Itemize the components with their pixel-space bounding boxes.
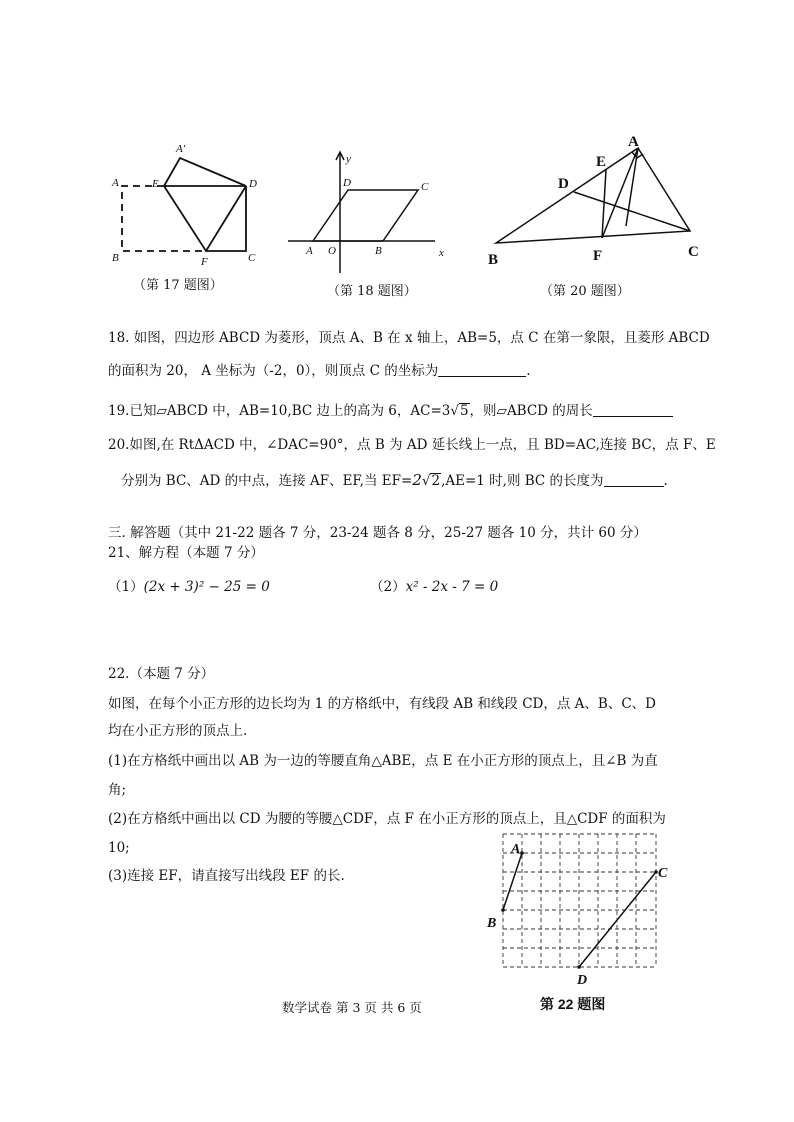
q20-radicand: 2 [431, 473, 441, 489]
fig18-label-o: O [328, 245, 336, 257]
q22-line7: (3)连接 EF，请直接写出线段 EF 的长. [108, 868, 345, 884]
fig18-label-c: C [421, 181, 429, 193]
q21-p1-label: （1） [108, 579, 144, 595]
fig20-label-e: E [596, 154, 607, 170]
figure-22 [480, 822, 680, 987]
q22-line1: 如图，在每个小正方形的边长均为 1 的方格纸中，有线段 AB 和线段 CD，点 A、B、C、D [108, 696, 656, 712]
q19-mid: ABCD 中，AB=10,BC 边上的高为 6，AC=3 [166, 403, 451, 419]
fig22-segment-cd [579, 872, 656, 967]
q19-answer-blank[interactable] [593, 402, 673, 417]
fig20-segment-dc [574, 192, 690, 231]
q18-line2-text: 的面积为 20， A 坐标为（-2，0），则顶点 C 的坐标为 [108, 363, 439, 379]
fig18-label-x: x [439, 247, 444, 259]
fig17-dashed-rect [122, 186, 206, 251]
fig22-label-c: C [658, 866, 668, 881]
fig22-segment-ab [503, 853, 522, 910]
q22-line3: (1)在方格纸中画出以 AB 为一边的等腰直角△ABE，点 E 在小正方形的顶点上，且∠B 为直 [108, 753, 658, 769]
q21-p1-equation: (2x + 3)² − 25 = 0 [143, 579, 270, 595]
q21-part1 [108, 577, 270, 597]
q19-tail: ABCD 的周长 [506, 403, 593, 419]
q22-line6: 10; [108, 840, 130, 856]
q21-p2-label: （2） [370, 579, 406, 595]
q18-end: . [526, 363, 531, 379]
q19-after: ，则 [469, 403, 497, 419]
fig17-label-f: F [201, 256, 208, 268]
fig20-label-a: A [628, 134, 639, 150]
fig18-caption: （第 18 题图） [327, 284, 417, 299]
figure-20 [478, 128, 728, 268]
fig22-label-b: B [487, 916, 497, 931]
q19-prefix: 19.已知 [108, 403, 157, 419]
sqrt-symbol: √ [421, 473, 431, 489]
q20-line2b: ,AE=1 时,则 BC 的长度为 [441, 473, 604, 489]
fig17-folded-triangle [164, 158, 246, 186]
fig18-label-b: B [375, 245, 382, 257]
fig17-label-a: A [112, 177, 119, 189]
fig22-point-b [501, 908, 505, 912]
q21-p2-equation: x² - 2x - 7 = 0 [405, 579, 499, 595]
parallelogram-icon: ▱ [496, 403, 507, 419]
q20-line2a: 分别为 BC、AD 的中点，连接 AF、EF,当 EF= [121, 473, 413, 489]
fig17-label-aprime: A' [176, 143, 186, 155]
fig18-label-d: D [343, 177, 351, 189]
fig18-rhombus [313, 190, 418, 241]
fig22-point-d [577, 965, 581, 969]
q20-line1: 20.如图,在 RtΔACD 中，∠DAC=90°，点 B 为 AD 延长线上一点，且 BD=AC,连接 BC，点 F、E [108, 437, 716, 453]
q22-line2: 均在小正方形的顶点上. [108, 723, 248, 739]
q19-line [108, 401, 673, 421]
fig22-caption: 第 22 题图 [540, 996, 606, 1012]
figure-17 [100, 140, 270, 270]
q20-line2 [121, 470, 668, 491]
fig20-label-b: B [488, 252, 499, 268]
fig20-segment-ab-e [626, 148, 638, 226]
fig20-label-c: C [688, 244, 699, 260]
page-footer: 数学试卷 第 3 页 共 6 页 [282, 1000, 422, 1015]
q22-line5: (2)在方格纸中画出以 CD 为腰的等腰△CDF，点 F 在小正方形的顶点上，且△CDF 的面积为 [108, 811, 666, 827]
figure-18 [285, 148, 455, 278]
fig17-triangle-efd [164, 186, 246, 251]
fig20-caption: （第 20 题图） [540, 284, 630, 299]
q21-part2 [370, 577, 498, 597]
fig17-label-e: E [152, 178, 159, 190]
q18-answer-blank[interactable] [438, 362, 526, 377]
q22-title: 22.（本题 7 分） [108, 666, 215, 682]
fig18-label-a: A [306, 245, 313, 257]
fig17-label-d: D [249, 178, 257, 190]
fig17-label-b: B [112, 252, 119, 264]
q18-line2 [108, 361, 531, 381]
sqrt-symbol: √ [450, 403, 459, 419]
q20-answer-blank[interactable] [604, 472, 664, 487]
fig20-label-f: F [593, 248, 603, 264]
fig22-label-a: A [511, 842, 521, 857]
q22-line4: 角; [108, 782, 127, 798]
q19-radicand: 5 [459, 403, 469, 419]
fig20-triangle [496, 148, 690, 243]
fig20-label-d: D [558, 176, 569, 192]
parallelogram-icon: ▱ [156, 403, 167, 419]
fig17-label-c: C [248, 252, 256, 264]
fig20-segment-af [602, 148, 638, 238]
fig18-label-y: y [346, 153, 351, 165]
section3-heading: 三. 解答题（其中 21-22 题各 7 分，23-24 题各 8 分，25-27 题各 10 分，共计 60 分） [108, 525, 647, 541]
q21-title: 21、解方程（本题 7 分） [108, 545, 264, 561]
fig17-caption: （第 17 题图） [133, 278, 223, 293]
q20-end: . [663, 473, 668, 489]
q18-line1: 18. 如图，四边形 ABCD 为菱形，顶点 A、B 在 x 轴上，AB=5，点 C 在第一象限，且菱形 ABCD [108, 330, 710, 346]
q20-coef: 2 [412, 471, 422, 489]
fig22-label-d: D [577, 973, 588, 987]
fig22-point-a [520, 851, 524, 855]
